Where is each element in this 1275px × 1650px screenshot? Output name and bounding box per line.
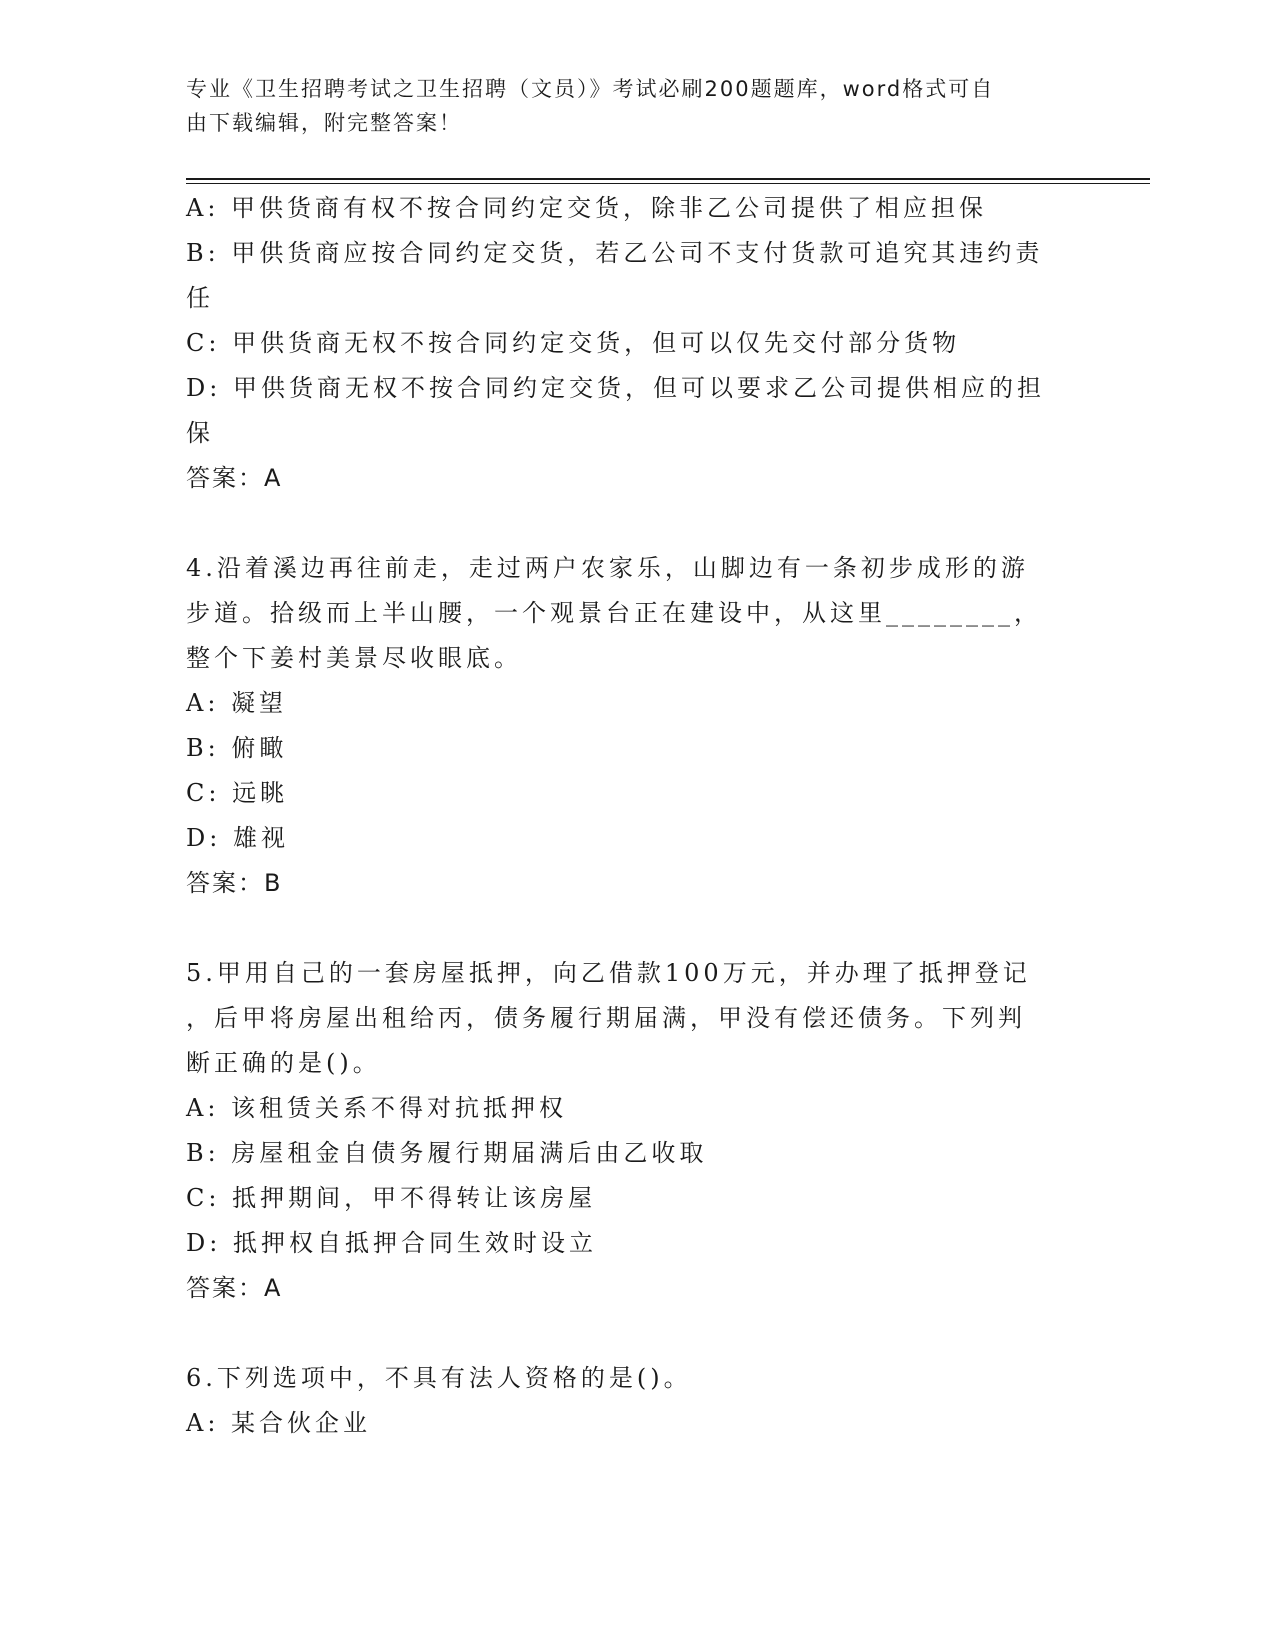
- option-b-cont: 任: [186, 284, 214, 312]
- option-a: A: 某合伙企业: [186, 1409, 372, 1437]
- option-d: D: 雄视: [186, 824, 289, 852]
- question-3: [186, 186, 1066, 501]
- header-divider-thick: [186, 178, 1150, 180]
- option-b: B: 俯瞰: [186, 734, 288, 762]
- question-4: [186, 546, 1066, 906]
- option-c: C: 甲供货商无权不按合同约定交货，但可以仅先交付部分货物: [186, 329, 961, 357]
- question-5: [186, 951, 1066, 1311]
- answer: 答案：A: [186, 1274, 283, 1302]
- question-stem: 4.沿着溪边再往前走，走过两户农家乐，山脚边有一条初步成形的游: [186, 554, 1029, 582]
- option-c: C: 远眺: [186, 779, 289, 807]
- option-a: A: 该租赁关系不得对抗抵押权: [186, 1094, 568, 1122]
- spacer: [186, 906, 1066, 951]
- option-d: D: 甲供货商无权不按合同约定交货，但可以要求乙公司提供相应的担: [186, 374, 1045, 402]
- option-a: A: 凝望: [186, 689, 288, 717]
- option-c: C: 抵押期间，甲不得转让该房屋: [186, 1184, 597, 1212]
- question-stem-cont: 断正确的是()。: [186, 1049, 381, 1077]
- spacer: [186, 501, 1066, 546]
- question-6: [186, 1356, 1066, 1446]
- question-stem-cont: 整个下姜村美景尽收眼底。: [186, 644, 522, 672]
- option-d-cont: 保: [186, 419, 214, 447]
- question-stem: 6.下列选项中，不具有法人资格的是()。: [186, 1364, 692, 1392]
- answer: 答案：B: [186, 869, 283, 897]
- option-b: B: 甲供货商应按合同约定交货，若乙公司不支付货款可追究其违约责: [186, 239, 1044, 267]
- answer: 答案：A: [186, 464, 283, 492]
- question-stem-cont: ，后甲将房屋出租给丙，债务履行期届满，甲没有偿还债务。下列判: [186, 1004, 1026, 1032]
- spacer: [186, 1311, 1066, 1356]
- option-a: A: 甲供货商有权不按合同约定交货，除非乙公司提供了相应担保: [186, 194, 988, 222]
- document-header: [186, 72, 1066, 140]
- header-line-2: 由下载编辑，附完整答案！: [186, 111, 462, 135]
- header-line-1: 专业《卫生招聘考试之卫生招聘（文员）》考试必刷200题题库，word格式可自: [186, 77, 995, 101]
- question-stem-cont: 步道。拾级而上半山腰，一个观景台正在建设中，从这里________，: [186, 599, 1042, 627]
- option-d: D: 抵押权自抵押合同生效时设立: [186, 1229, 597, 1257]
- question-stem: 5.甲用自己的一套房屋抵押，向乙借款100万元，并办理了抵押登记: [186, 959, 1031, 987]
- question-content: [186, 186, 1066, 1446]
- option-b: B: 房屋租金自债务履行期届满后由乙收取: [186, 1139, 708, 1167]
- header-divider-thin: [186, 183, 1150, 184]
